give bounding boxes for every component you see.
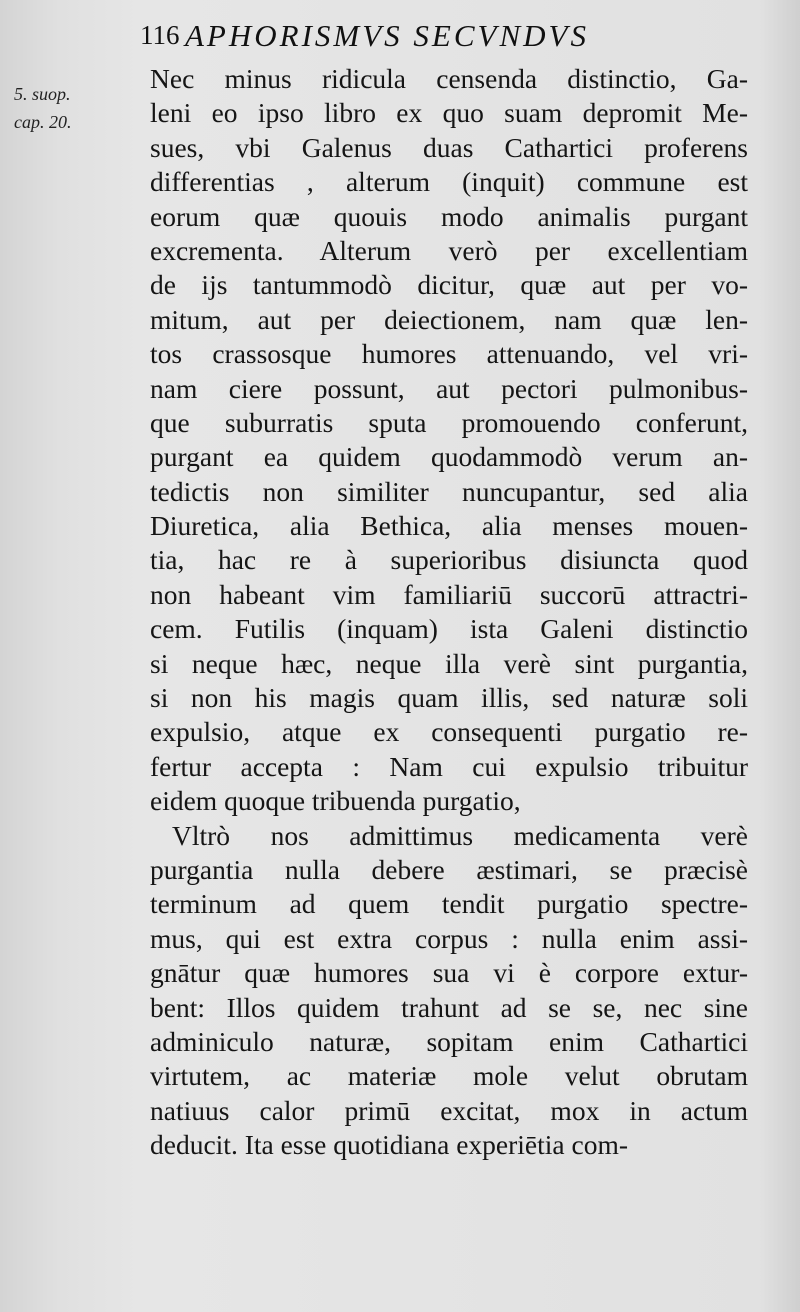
text-line: tos crassosque humores attenuando, vel vri- [150,338,748,370]
text-line: differentias , alterum (inquit) commune est [150,166,748,198]
marginal-note-line: cap. 20. [14,112,72,132]
text-line: leni eo ipso libro ex quo suam depromit Me- [150,97,748,129]
text-line: adminiculo naturæ, sopitam enim Cathartici [150,1025,748,1057]
text-line: purgant ea quidem quodammodò verum an- [150,441,748,473]
text-line: non habeant vim familiariū succorū attractri- [150,578,748,610]
marginal-note [14,80,129,136]
marginal-note-line: 5. suop. [14,84,71,104]
text-line: natiuus calor primū excitat, mox in actum [150,1094,748,1126]
paragraph [150,62,748,819]
text-line: nam ciere possunt, aut pectori pulmonibus- [150,372,748,404]
text-line: de ijs tantummodò dicitur, quæ aut per vo- [150,269,748,301]
text-line: sues, vbi Galenus duas Cathartici proferens [150,131,748,163]
text-line: gnātur quæ humores sua vi è corpore extur- [150,957,748,989]
text-line: cem. Futilis (inquam) ista Galeni distinctio [150,613,748,645]
text-line: tedictis non similiter nuncupantur, sed alia [150,475,748,507]
body-text [150,62,748,1163]
running-title: APHORISMVS SECVNDVS [185,18,589,53]
text-line: Vltrò nos admittimus medicamenta verè [172,819,748,851]
paragraph [150,819,748,1163]
text-line: eorum quæ quouis modo animalis purgant [150,200,748,232]
text-line: virtutem, ac materiæ mole velut obrutam [150,1060,748,1092]
text-line: expulsio, atque ex consequenti purgatio re- [150,716,748,748]
text-line: si neque hæc, neque illa verè sint purgantia, [150,647,748,679]
text-line: purgantia nulla debere æstimari, se præcisè [150,853,748,885]
page-header [140,14,780,54]
text-line: excrementa. Alterum verò per excellentiam [150,234,748,266]
text-line: bent: Illos quidem trahunt ad se se, nec sine [150,991,748,1023]
text-line: fertur accepta : Nam cui expulsio tribuitur [150,750,748,782]
text-line: mus, qui est extra corpus : nulla enim assi- [150,922,748,954]
text-line: mitum, aut per deiectionem, nam quæ len- [150,303,748,335]
page-number: 116 [140,20,180,50]
text-line: si non his magis quam illis, sed naturæ soli [150,682,748,714]
text-line: terminum ad quem tendit purgatio spectre- [150,888,748,920]
text-line: Nec minus ridicula censenda distinctio, Ga- [150,63,748,94]
text-line: eidem quoque tribuenda purgatio, [150,785,521,817]
text-line: tia, hac re à superioribus disiuncta quod [150,544,748,576]
text-line: Diuretica, alia Bethica, alia menses mouen- [150,510,748,542]
text-line: que suburratis sputa promouendo conferunt, [150,406,748,438]
text-line: deducit. Ita esse quotidiana experiētia com- [150,1129,629,1161]
